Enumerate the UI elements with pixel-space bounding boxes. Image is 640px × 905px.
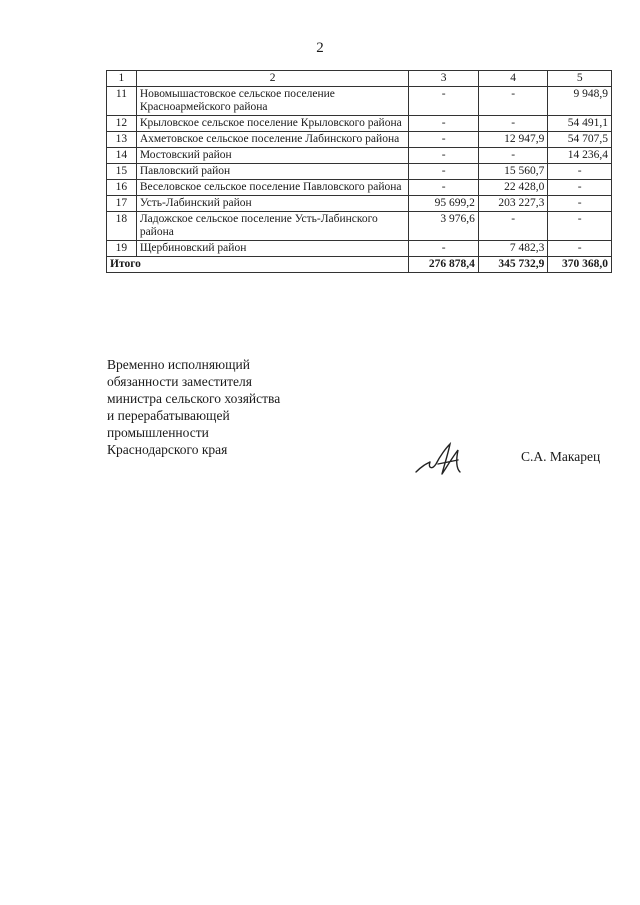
column-header: 2 — [136, 71, 409, 87]
data-table — [106, 70, 612, 273]
signature-title-line: и перерабатывающей — [107, 408, 230, 423]
signature-title-block — [107, 356, 280, 458]
row-name: Веселовское сельское поселение Павловского района — [136, 180, 409, 196]
row-value-4: - — [478, 148, 547, 164]
row-value-3: - — [409, 148, 478, 164]
table-row — [107, 132, 612, 148]
row-value-5: - — [548, 180, 612, 196]
table-header-row — [107, 71, 612, 87]
table-row — [107, 87, 612, 116]
table-row — [107, 164, 612, 180]
row-number: 19 — [107, 241, 137, 257]
row-value-3: - — [409, 132, 478, 148]
row-number: 12 — [107, 116, 137, 132]
total-value-3: 276 878,4 — [409, 257, 478, 273]
row-value-3: - — [409, 116, 478, 132]
table-row — [107, 116, 612, 132]
row-name: Павловский район — [136, 164, 409, 180]
row-number: 15 — [107, 164, 137, 180]
total-value-4: 345 732,9 — [478, 257, 547, 273]
row-number: 14 — [107, 148, 137, 164]
row-name: Крыловское сельское поселение Крыловского района — [136, 116, 409, 132]
table-row — [107, 148, 612, 164]
column-header: 4 — [478, 71, 547, 87]
total-value-5: 370 368,0 — [548, 257, 612, 273]
row-name: Усть-Лабинский район — [136, 196, 409, 212]
signature-title-line: промышленности — [107, 425, 209, 440]
row-value-5: - — [548, 196, 612, 212]
signature-title-line: министра сельского хозяйства — [107, 391, 281, 406]
row-name: Ахметовское сельское поселение Лабинского района — [136, 132, 409, 148]
table-row — [107, 180, 612, 196]
row-value-3: - — [409, 164, 478, 180]
row-name: Щербиновский район — [136, 241, 409, 257]
row-value-4: 203 227,3 — [478, 196, 547, 212]
row-value-3: 3 976,6 — [409, 212, 478, 241]
row-value-4: 12 947,9 — [478, 132, 547, 148]
row-name: Новомышастовское сельское поселение Красноармейского района — [136, 87, 409, 116]
row-number: 11 — [107, 87, 137, 116]
row-value-3: - — [409, 87, 478, 116]
column-header: 1 — [107, 71, 137, 87]
row-number: 18 — [107, 212, 137, 241]
row-value-4: 15 560,7 — [478, 164, 547, 180]
signature-title-line: Краснодарского края — [107, 442, 228, 457]
total-label: Итого — [107, 257, 409, 273]
column-header: 5 — [548, 71, 612, 87]
row-value-5: - — [548, 241, 612, 257]
row-number: 16 — [107, 180, 137, 196]
row-number: 13 — [107, 132, 137, 148]
row-value-5: 9 948,9 — [548, 87, 612, 116]
table-row — [107, 212, 612, 241]
row-value-3: - — [409, 241, 478, 257]
handwritten-signature — [412, 440, 472, 480]
row-value-5: 14 236,4 — [548, 148, 612, 164]
signature-title-line: обязанности заместителя — [107, 374, 252, 389]
total-row — [107, 257, 612, 273]
row-value-5: 54 491,1 — [548, 116, 612, 132]
row-name: Ладожское сельское поселение Усть-Лабинского района — [136, 212, 409, 241]
row-value-3: 95 699,2 — [409, 196, 478, 212]
table-row — [107, 196, 612, 212]
row-value-5: - — [548, 164, 612, 180]
row-value-5: - — [548, 212, 612, 241]
row-value-4: 22 428,0 — [478, 180, 547, 196]
signature-title-line: Временно исполняющий — [107, 357, 250, 372]
row-name: Мостовский район — [136, 148, 409, 164]
row-number: 17 — [107, 196, 137, 212]
table-row — [107, 241, 612, 257]
row-value-4: - — [478, 116, 547, 132]
row-value-4: - — [478, 87, 547, 116]
page-number: 2 — [316, 40, 324, 56]
row-value-3: - — [409, 180, 478, 196]
column-header: 3 — [409, 71, 478, 87]
signer-name: С.А. Макарец — [521, 449, 601, 464]
row-value-5: 54 707,5 — [548, 132, 612, 148]
row-value-4: 7 482,3 — [478, 241, 547, 257]
row-value-4: - — [478, 212, 547, 241]
